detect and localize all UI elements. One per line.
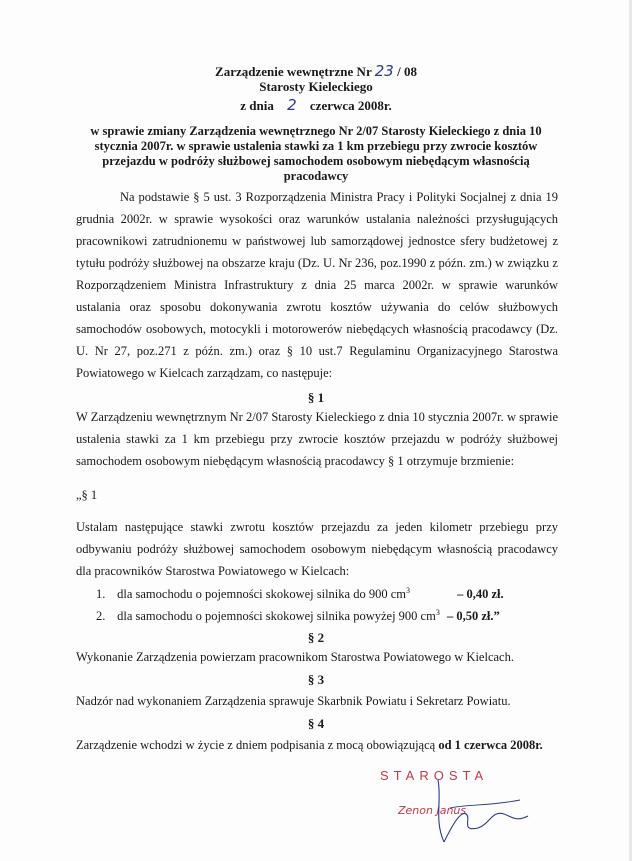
section-4-body: Zarządzenie wchodzi w życie z dniem podpisania z mocą obowiązującą bbox=[76, 738, 436, 752]
effective-date: od 1 czerwca 2008r. bbox=[438, 738, 543, 752]
rate-item-text: dla samochodu o pojemności skokowej silnika do 900 cm bbox=[117, 587, 406, 602]
rate-item-text: dla samochodu o pojemności skokowej silnika powyżej 900 cm bbox=[117, 609, 436, 624]
section-2-heading: § 2 bbox=[307, 630, 325, 645]
quote-text: Ustalam następujące stawki zwrotu kosztów przejazdu za jeden kilometr przebiegu przy odbywaniu podróży służbowej samochodem osobowym niebędącym własnością pracodawcy dla pracowników Starostwa Powiatowego w Kielcach: bbox=[76, 520, 558, 578]
preamble: Na podstawie § 5 ust. 3 Rozporządzenia Ministra Pracy i Polityki Socjalnej z dnia 19 grudnia 2002r. w sprawie wysokości oraz warunków ustalania należności przysługujących pracownikowi zatrudnionemu w państwowej lub samorządowej jednostce sfery budżetowej z tytułu podróży służbowej na obszarze kraju (Dz. U. Nr 236, poz.1990 z późn. zm.) w związku z Rozporządzeniem Ministra Infrastruktury z dnia 25 marca 2002r. w sprawie warunków ustalania oraz sposobu dokonywania zwrotu kosztów używania do celów służbowych samochodów osobowych, motocykli i motorowerów niebędących własnością pracodawcy (Dz. U. Nr 27, poz.271 z późn. zm.) oraz § 10 ust.7 Regulaminu Organizacyjnego Starostwa Powiatowego w Kielcach zarządzam, co następuje: bbox=[76, 190, 558, 380]
rate-item-1 bbox=[96, 586, 504, 602]
order-date bbox=[0, 96, 632, 114]
stamp-title: STAROSTA bbox=[380, 768, 489, 783]
issuer: Starosty Kieleckiego bbox=[259, 79, 373, 94]
rate-item-number: 1. bbox=[96, 587, 106, 602]
handwritten-number: 23 bbox=[374, 62, 394, 80]
date-suffix: czerwca 2008r. bbox=[309, 98, 392, 113]
rate-item-2 bbox=[96, 608, 500, 624]
rate-price: – 0,40 zł. bbox=[457, 587, 504, 602]
superscript: 3 bbox=[405, 586, 410, 595]
subject: w sprawie zmiany Zarządzenia wewnętrznego Nr 2/07 Starosty Kieleckiego z dnia 10 stycznia 2007r. w sprawie ustalenia stawki za 1 km przebiegu przy zwrocie kosztów przejazdu w podróży służbowej samochodem osobowym niebędącym własnością pracodawcy bbox=[90, 124, 542, 183]
order-title bbox=[0, 62, 632, 80]
section-4-text bbox=[76, 734, 566, 756]
section-1-text: W Zarządzeniu wewnętrznym Nr 2/07 Starosty Kieleckiego z dnia 10 stycznia 2007r. w sprawie ustalenia stawki za 1 km przebiegu przy zwrocie kosztów przejazdu w podróży służbowej samochodem osobowym niebędącym własnością pracodawcy § 1 otrzymuje brzmienie: bbox=[76, 410, 558, 468]
rate-item-number: 2. bbox=[96, 609, 106, 624]
quote-marker: „§ 1 bbox=[76, 488, 98, 502]
section-3-heading: § 3 bbox=[307, 672, 325, 687]
rate-price: – 0,50 zł.” bbox=[446, 609, 500, 624]
section-1-heading: § 1 bbox=[307, 390, 325, 405]
section-2-text: Wykonanie Zarządzenia powierzam pracownikom Starostwa Powiatowego w Kielcach. bbox=[76, 650, 514, 664]
stamp-name: Zenon Janus bbox=[398, 804, 467, 817]
title-suffix: / 08 bbox=[397, 64, 417, 79]
handwritten-signature bbox=[420, 770, 540, 850]
superscript: 3 bbox=[435, 608, 440, 617]
title-prefix: Zarządzenie wewnętrzne Nr bbox=[215, 64, 372, 79]
section-3-text: Nadzór nad wykonaniem Zarządzenia sprawuje Skarbnik Powiatu i Sekretarz Powiatu. bbox=[76, 694, 511, 708]
date-prefix: z dnia bbox=[240, 98, 274, 113]
handwritten-day: 2 bbox=[287, 96, 297, 114]
section-4-heading: § 4 bbox=[307, 716, 325, 731]
